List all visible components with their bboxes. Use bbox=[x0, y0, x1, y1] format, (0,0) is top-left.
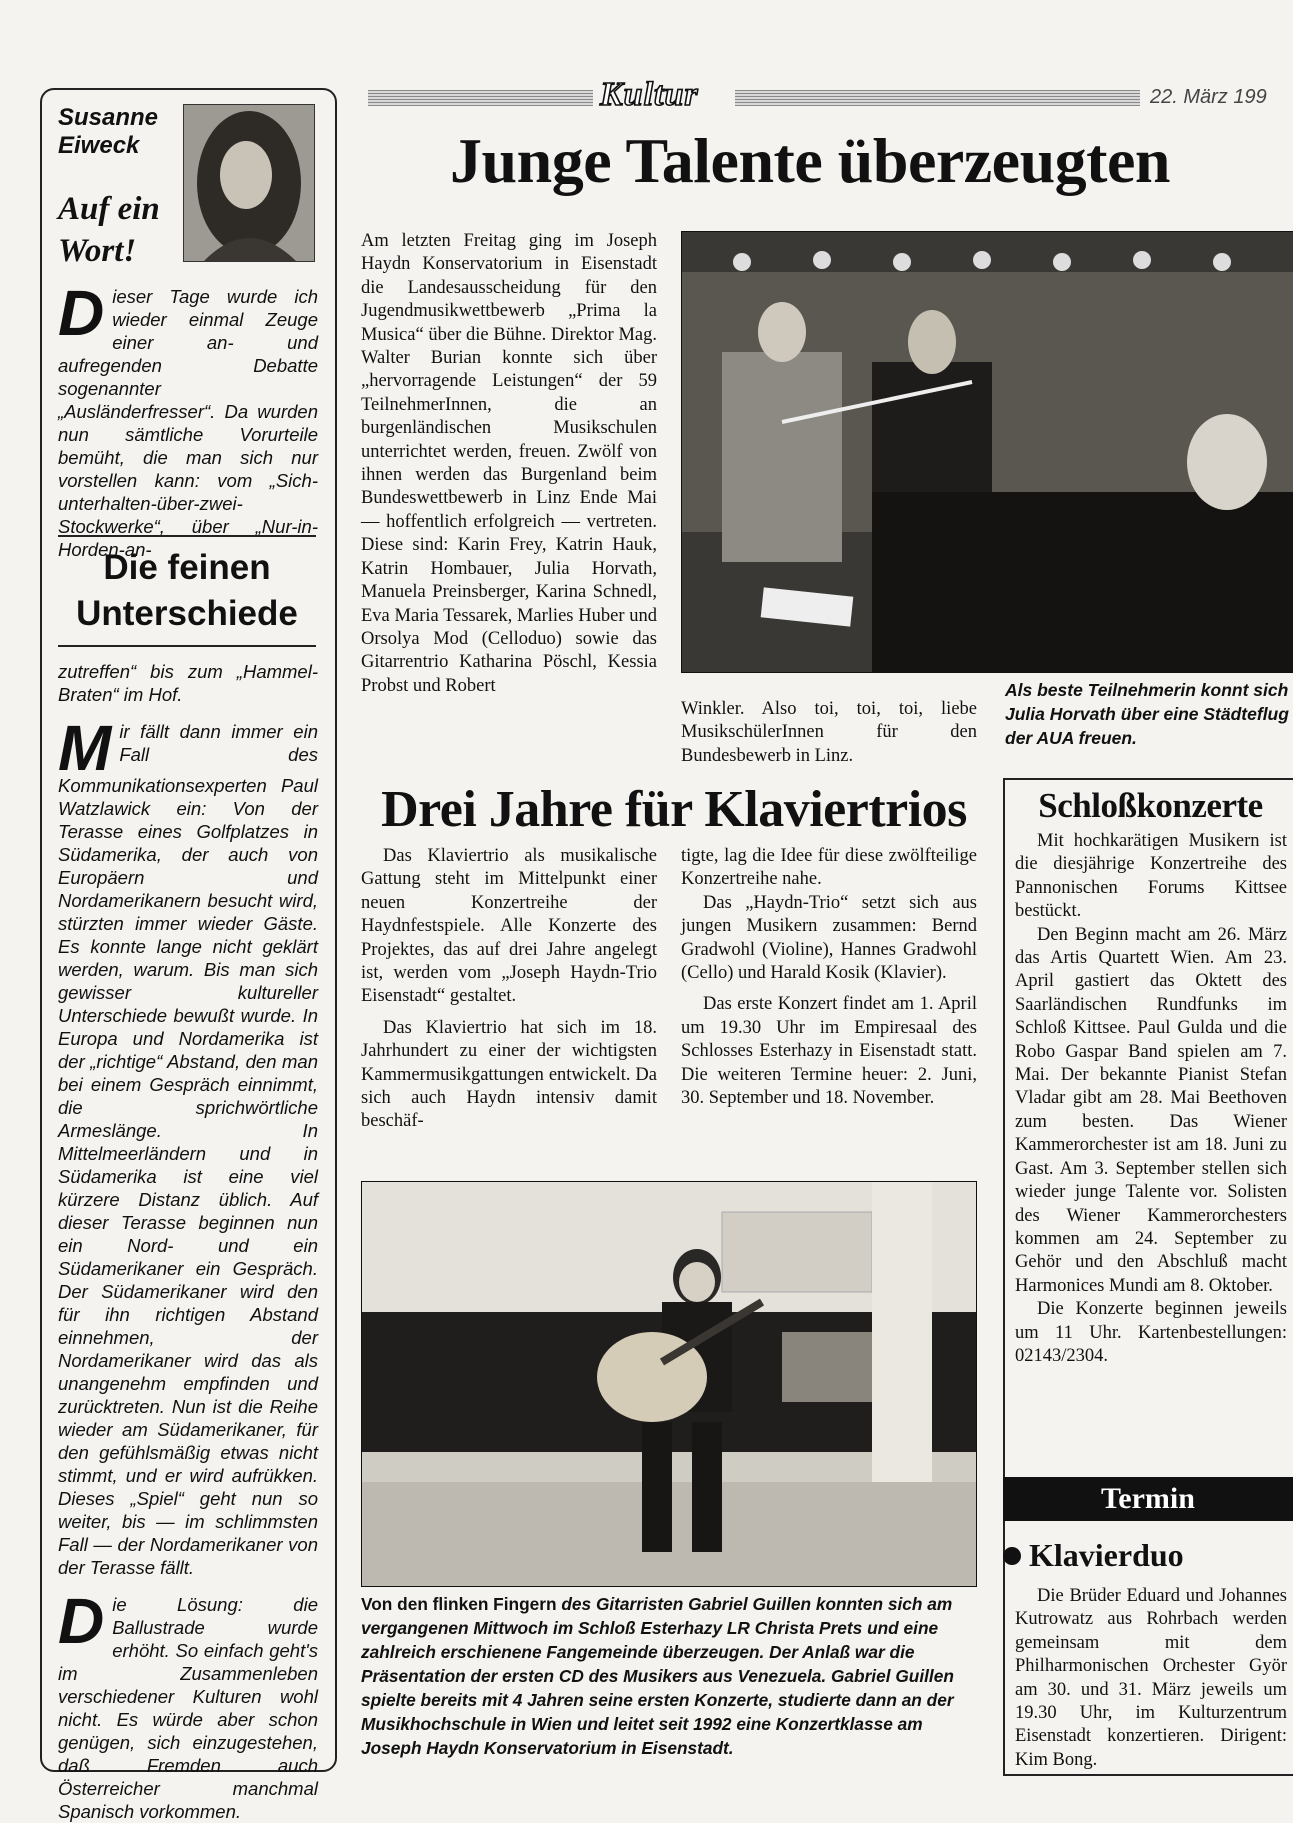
termin-text: Die Brüder Eduard und Johannes Kutrowatz aus Rohrbach werden gemeinsam mit dem Philharmonischen Orchester Györ am 30. und 31. März jeweils um 19.30 Uhr, im Kulturzentrum Eisenstadt konzertieren. Dirigent: Kim Bong. bbox=[1015, 1586, 1287, 1770]
sidebar-paragraph: Die Konzerte beginnen jeweils um 11 Uhr. Kartenbestellungen: 02143/2304. bbox=[1015, 1299, 1287, 1366]
dropcap: D bbox=[58, 277, 105, 349]
column-paragraph-3 bbox=[58, 1585, 318, 1823]
section-logo: Kultur bbox=[600, 76, 699, 113]
dropcap: M bbox=[58, 712, 112, 784]
article-text-col2: Winkler. Also toi, toi, toi, liebe MusikschülerInnen für den Bundesbewerb in Linz. bbox=[681, 699, 977, 766]
bullet-icon bbox=[1003, 1547, 1021, 1565]
article2-col1 bbox=[361, 845, 657, 1134]
column-paragraph-3-text: ie Lösung: die Ballustrade wurde erhöht. So einfach geht's im Zusammenleben verschiedener Kulturen wohl nicht. Es würde aber schon genügen, sich einzugestehen, daß Fremden auch Österreicher manchmal Spanisch vorkommen. bbox=[58, 1594, 318, 1822]
sidebar-title: Schloßkonzerte bbox=[1038, 786, 1263, 825]
column-author: Susanne Eiweck bbox=[58, 104, 159, 159]
termin-item-heading bbox=[1003, 1537, 1293, 1574]
column-body bbox=[58, 660, 318, 1823]
box-title: Die feinen Unterschiede bbox=[76, 548, 298, 633]
article-headline: Junge Talente überzeugten bbox=[450, 125, 1170, 196]
column-paragraph-2-text: ir fällt dann immer ein Fall des Kommunikationsexperten Paul Watzlawick ein: Von der Terasse eines Golfplatzes in Südamerika, der auch von Europäern und Nordamerikanern besucht wird, stürzten immer wieder Gäste. Es konnte lange nicht geklärt werden, warum. Bis man sich gewisser kultureller Unterschiede bewußt wurde. In Europa und Nordamerika ist der „richtige“ Abstand, den man bei einem Gespräch einnimmt, die sprichwörtliche Armeslänge. In Mittelmeerländern und in Südamerika ist eine viel kürzere Distanz üblich. Auf dieser Terasse beginnen nun ein Nord- und ein Südamerikaner ein Gespräch. Der Südamerikaner wird den für ihn richtigen Abstand einnehmen, der Nordamerikaner wird das als unangenehm empfinden und zurücktreten. Nun ist die Reihe wieder am Südamerikaner, für den gefühlsmäßig etwas nicht stimmt, und er wird aufrükken. Dieses „Spiel“ geht nun so weiter, bis — im schlimmsten Fall — der Nordamerikaner von der Terasse fällt. bbox=[58, 721, 318, 1578]
article2-paragraph: tigte, lag die Idee für diese zwölfteilige Konzertreihe nahe. bbox=[681, 846, 977, 890]
dropcap: D bbox=[58, 1585, 105, 1657]
article-headline: Drei Jahre für Klaviertrios bbox=[381, 781, 967, 838]
guitarist-photo bbox=[361, 1181, 977, 1587]
photo-caption bbox=[361, 1592, 981, 1760]
article-text-col1: Am letzten Freitag ging im Joseph Haydn Konservatorium in Eisenstadt die Landesausscheidung für den Jugendmusikwettbewerb „Prima la Musica“ über die Bühne. Direktor Mag. Walter Burian konnte sich über „hervorragende Leistungen“ der 59 TeilnehmerInnen, die an burgenländischen Musikschulen unterrichtet werden, freuen. Zwölf von ihnen werden das Burgenland beim Bundeswettbewerb in Linz Ende Mai — hoffentlich erfolgreich — vertreten. Diese sind: Karin Frey, Katrin Hauk, Katrin Hombauer, Julia Horvath, Manuela Preinsberger, Karina Schnedl, Eva Maria Tessarek, Marlies Huber und Orsolya Mod (Celloduo) sowie das Gitarrentrio Katharina Pöschl, Kessia Probst und Robert bbox=[361, 231, 657, 696]
sidebar-paragraph: Mit hochkarätigen Musikern ist die diesjährige Konzertreihe des Pannonischen Forums Kittsee bestückt. bbox=[1015, 831, 1287, 922]
article2-paragraph: Das erste Konzert findet am 1. April um 19.30 Uhr im Empiresaal des Schlosses Esterhazy in Eisenstadt statt. Die weiteren Termine heuer: 2. Juni, 30. September und 18. November. bbox=[681, 994, 977, 1109]
article2-paragraph: Das „Haydn-Trio“ setzt sich aus jungen Musikern zusammen: Bernd Gradwohl (Violine), Hannes Gradwohl (Cello) und Harald Kosik (Klavier). bbox=[681, 892, 977, 984]
column-title: Auf ein Wort! bbox=[58, 191, 160, 269]
divider bbox=[58, 535, 316, 537]
column-intro-text: ieser Tage wurde ich wieder einmal Zeuge einer an- und aufregenden Debatte sogenannter „Ausländerfresser“. Da wurden nun sämtliche Vorurteile bemüht, die man sich nur vorstellen kann: vom „Sich-unterhalten-über-zwei-Stockwerke“, über „Nur-in-Horden-an- bbox=[58, 286, 318, 560]
flute-performance-photo bbox=[681, 231, 1293, 673]
divider bbox=[58, 645, 316, 647]
termin-item-title: Klavierduo bbox=[1029, 1537, 1184, 1573]
article2-paragraph: Das Klaviertrio hat sich im 18. Jahrhundert zu einer der wichtigsten Kammermusikgattungen entwickelt. Da sich auch Haydn intensiv damit beschäf- bbox=[361, 1017, 657, 1132]
article2-col2 bbox=[681, 845, 977, 1110]
header-rule-left bbox=[368, 90, 593, 106]
issue-date: 22. März 199 bbox=[1150, 86, 1267, 108]
photo-caption: Als beste Teilnehmerin konnt sich Julia Horvath über eine Städteflug der AUA freuen. bbox=[1005, 680, 1289, 748]
header-rule-right bbox=[735, 90, 1140, 106]
column-paragraph-2 bbox=[58, 712, 318, 1579]
column-continued: zutreffen“ bis zum „Hammel-Braten“ im Hof. bbox=[58, 661, 318, 705]
termin-banner-label: Termin bbox=[1101, 1482, 1195, 1515]
author-portrait bbox=[183, 104, 315, 262]
caption-lead: Von den flinken Fingern bbox=[361, 1594, 557, 1614]
termin-banner bbox=[1003, 1477, 1293, 1521]
caption-text: des Gitarristen Gabriel Guillen konnten sich am vergangenen Mittwoch im Schloß Esterhazy LR Christa Prets und eine zahlreich erschienene Fangemeinde überzeugen. Der Anlaß war die Präsentation der ersten CD des Musikers aus Venezuela. Gabriel Guillen spielte bereits mit 4 Jahren seine ersten Konzerte, studierte dann an der Musikhochschule in Wien und leitet seit 1992 eine Konzertklasse am Joseph Haydn Konservatorium in Eisenstadt. bbox=[361, 1594, 954, 1758]
article2-paragraph: Das Klaviertrio als musikalische Gattung steht im Mittelpunkt einer neuen Konzertreihe der Haydnfestspiele. Alle Konzerte des Projektes, das auf drei Jahre angelegt ist, werden vom „Joseph Haydn-Trio Eisenstadt“ gestaltet. bbox=[361, 846, 657, 1007]
sidebar-body bbox=[1015, 830, 1287, 1368]
column-intro bbox=[58, 277, 318, 561]
sidebar-paragraph: Den Beginn macht am 26. März das Artis Quartett Wien. Am 23. April gastiert das Oktett des Saarländischen Rundfunks im Schloß Kittsee. Paul Gulda und die Robo Gaspar Band spielen am 7. Mai. Der bekannte Pianist Stefan Vladar gibt am 28. Mai Beethoven zum besten. Das Wiener Kammerorchester ist am 18. Juni zu Gast. Am 3. September stellen sich wieder junge Talente vor. Solisten des Wiener Kammerorchesters kommen am 24. September zu Gehör und den Abschluß macht Harmonices Mundi am 8. Oktober. bbox=[1015, 924, 1287, 1296]
